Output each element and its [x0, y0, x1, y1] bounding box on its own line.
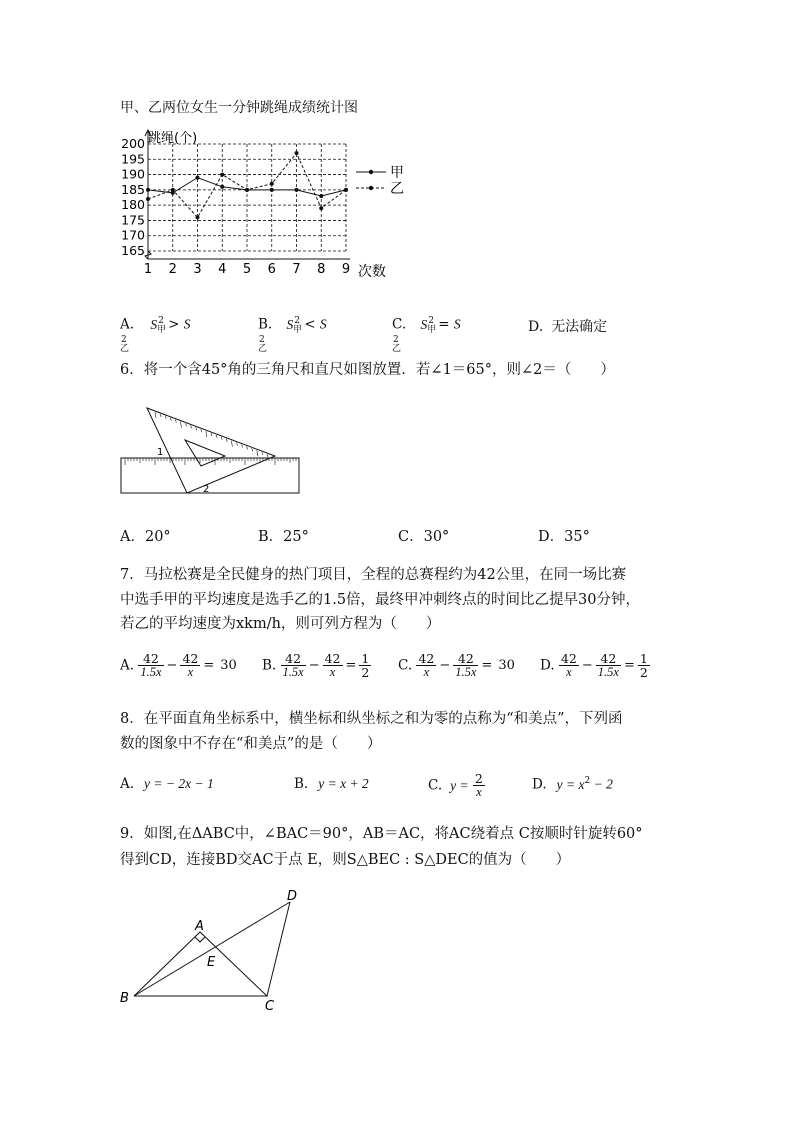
q7-option-d[interactable]: D. $\frac{42}{x}$ − $\frac{42}{1.5x}$ = $\frac{1}{2}$: [540, 651, 648, 680]
x-tick-label: 4: [218, 262, 227, 277]
q8-line-1: 8．在平面直角坐标系中，横坐标和纵坐标之和为零的点称为“和美点”，下列函: [120, 711, 623, 727]
set-square-tick: [201, 429, 202, 432]
right-angle-mark: [195, 937, 205, 942]
set-square-tick: [175, 420, 176, 423]
q7-option-c[interactable]: C. $\frac{42}{x}$ − $\frac{42}{1.5x}$ = 30: [398, 651, 515, 679]
q8-option-b[interactable]: B. y = x + 2: [294, 776, 369, 792]
legend-jia-marker: [369, 170, 373, 174]
point-b-label: B: [120, 991, 129, 1006]
x-tick-label: 5: [242, 262, 252, 277]
set-square-tick: [236, 443, 237, 446]
set-square-tick: [180, 422, 181, 428]
q8-line-2: 数的图象中不存在“和美点”的是（ ）: [120, 736, 382, 752]
ruler: [121, 458, 299, 493]
q5-option-c[interactable]: C. $S_甲^2 = S_乙^2$: [392, 316, 461, 355]
x-tick-label: 2: [168, 262, 177, 277]
y-tick-labels: [121, 136, 145, 258]
q7-option-b[interactable]: B. $\frac{42}{1.5x}$ − $\frac{42}{x}$ = $\frac{1}{2}$: [262, 651, 370, 680]
angle-2-label: 2: [203, 484, 210, 495]
set-square-tick: [170, 418, 171, 421]
y-tick-label: 175: [121, 212, 145, 228]
data-point: [270, 188, 274, 192]
set-square-inner: [185, 440, 225, 466]
legend: [356, 165, 404, 197]
set-square-tick: [252, 448, 253, 451]
data-point: [171, 188, 175, 192]
x-axis-label: 次数: [358, 264, 386, 280]
x-tick-labels: [144, 262, 350, 277]
set-square-tick: [211, 433, 212, 436]
data-point: [196, 176, 200, 180]
data-point: [220, 173, 224, 177]
y-tick-label: 200: [121, 136, 145, 151]
legend-jia-label: 甲: [390, 165, 404, 181]
q9-line-2: 得到CD，连接BD交AC于点 E，则S△BEC : S△DEC的值为（ ）: [120, 852, 571, 868]
segment-bd: [134, 902, 290, 996]
q6-option-a[interactable]: A．20°: [120, 529, 171, 545]
set-square-tick: [165, 416, 166, 419]
q7-line-2: 中选手甲的平均速度是选手乙的1.5倍，最终甲冲刺终点的时间比乙提早30分钟，: [120, 592, 641, 608]
set-square-tick: [221, 437, 222, 440]
set-square-tick: [226, 439, 227, 442]
q8-option-c[interactable]: C. y = $\frac{2}{x}$: [428, 771, 483, 799]
set-square-tick: [247, 446, 248, 449]
data-point: [319, 194, 323, 198]
point-c-label: C: [265, 999, 275, 1013]
x-tick-label: 1: [143, 262, 153, 277]
q5-option-b[interactable]: B. $S_甲^2 < S_乙^2$: [258, 316, 327, 355]
q5-option-a[interactable]: A. $S_甲^2 > S_乙^2$: [120, 316, 191, 355]
q6-option-b[interactable]: B．25°: [258, 529, 309, 545]
set-square-tick: [242, 444, 243, 447]
y-tick-label: 190: [121, 166, 145, 182]
jump-rope-line-chart: [110, 120, 410, 285]
set-square-tick: [206, 431, 207, 437]
set-square-tick: [160, 414, 161, 417]
x-tick-label: 6: [267, 262, 276, 277]
q5-option-d[interactable]: D. 无法确定: [528, 319, 608, 335]
q9-line-1: 9．如图,在ΔABC中，∠BAC＝90°，AB＝AC，将AC绕着点 C按顺时针旋转60°: [120, 826, 643, 842]
ruler-triangle-figure: [115, 400, 305, 500]
x-tick-label: 3: [193, 262, 202, 277]
data-point: [295, 151, 299, 155]
data-point: [220, 185, 224, 189]
data-point: [146, 197, 150, 201]
y-tick-label: 170: [121, 227, 145, 243]
y-tick-label: 195: [121, 151, 145, 167]
y-tick-label: 165: [121, 243, 145, 258]
y-tick-label: 180: [121, 197, 145, 213]
x-tick-label: 7: [292, 262, 301, 277]
set-square-tick: [155, 412, 156, 418]
x-tick-label: 8: [317, 262, 326, 277]
q6-stem: 6．将一个含45°角的三角尺和直尺如图放置．若∠1＝65°，则∠2＝（ ）: [120, 362, 615, 378]
data-point: [196, 215, 200, 219]
q7-line-1: 7．马拉松赛是全民健身的热门项目，全程的总赛程约为42公里，在同一场比赛: [120, 567, 627, 583]
legend-yi-label: 乙: [390, 181, 404, 197]
legend-yi-marker: [369, 186, 373, 190]
set-square-tick: [186, 423, 187, 426]
y-tick-label: 185: [121, 181, 145, 197]
set-square-tick: [216, 435, 217, 438]
q6-option-d[interactable]: D．35°: [538, 529, 590, 545]
set-square-tick: [231, 441, 232, 447]
data-point: [344, 188, 348, 192]
x-tick-label: 9: [341, 262, 351, 277]
set-square-tick: [267, 454, 268, 457]
chart-title: 甲、乙两位女生一分钟跳绳成绩统计图: [120, 100, 358, 116]
set-square-tick: [191, 425, 192, 428]
y-axis-label: 跳绳(个): [148, 131, 198, 146]
data-point: [295, 188, 299, 192]
point-d-label: D: [287, 889, 298, 904]
data-point: [319, 206, 323, 210]
point-a-label: A: [195, 919, 204, 934]
data-point: [146, 188, 150, 192]
segment-cd: [267, 902, 290, 996]
q8-option-a[interactable]: A. y = − 2x − 1: [120, 776, 214, 792]
q8-option-d[interactable]: D. $y = x^2 - 2$: [532, 776, 613, 793]
point-e-label: E: [207, 955, 216, 970]
chart-axes: [145, 130, 350, 259]
data-point: [245, 188, 249, 192]
q7-option-a[interactable]: A. $\frac{42}{1.5x}$ − $\frac{42}{x}$ = 30: [120, 651, 237, 679]
angle-1-label: 1: [157, 447, 164, 458]
set-square-tick: [257, 450, 258, 456]
q7-line-3: 若乙的平均速度为xkm/h，则可列方程为（ ）: [120, 616, 441, 632]
set-square-tick: [262, 452, 263, 455]
q6-option-c[interactable]: C．30°: [398, 529, 450, 545]
set-square-tick: [196, 427, 197, 430]
data-point: [270, 182, 274, 186]
triangle-abc-figure: [115, 888, 315, 1013]
